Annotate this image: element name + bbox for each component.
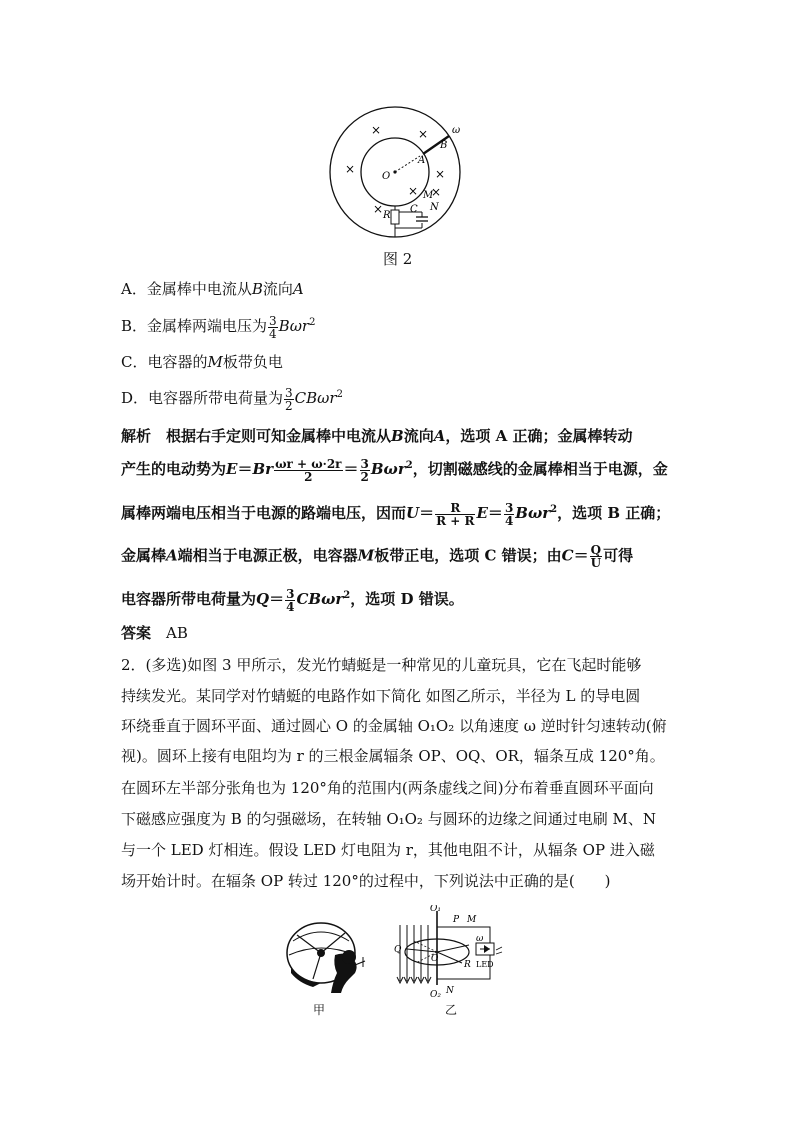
figure-2-diagram: [325, 100, 470, 245]
label-A: A: [418, 155, 426, 166]
question2-line-8: 场开始计时。在辐条 OP 转过 120°的过程中，下列说法中正确的是( ): [121, 872, 611, 890]
option-b: B．金属棒两端电压为 $\frac{3}{4}$ Bωr$^2$: [121, 313, 316, 341]
analysis-line-4: 金属棒A端相当于电源正极，电容器M板带正电，选项 C 错误；由C＝ $\frac{Q}{U}$ 可得: [121, 543, 634, 570]
option-d: D．电容器所带电荷量为 $\frac{3}{2}$ CBωr$^2$: [121, 385, 343, 413]
label-R: R: [383, 210, 391, 221]
option-c: C．电容器的M板带负电: [121, 353, 283, 371]
label-N: N: [446, 986, 454, 996]
label-O: O: [431, 954, 439, 964]
label-M: M: [423, 190, 434, 201]
question2-line-1: 2．(多选)如图 3 甲所示，发光竹蜻蜓是一种常见的儿童玩具，它在飞起时能够: [121, 656, 642, 674]
analysis-line-3: 属棒两端电压相当于电源的路端电压，因而U＝ $\frac{R}{R + R}$ E＝ $\frac{3}{4}$ Bωr$^2$，选项 B 正确；: [121, 500, 671, 528]
cross-mark: ×: [431, 185, 442, 199]
analysis-line-2: 产生的电动势为E＝Br $\frac{\omega r + \omega\cdot 2r}{2}$ ＝ $\frac{3}{2}$ Bωr$^2$，切割磁感线的金属棒相当于电源，金: [121, 456, 668, 484]
label-B: B: [440, 140, 448, 151]
figure-3a-toy-illustration: [283, 913, 373, 998]
cross-mark: ×: [408, 184, 419, 198]
cross-mark: ×: [435, 167, 446, 181]
option-a: A．金属棒中电流从B流向A: [121, 280, 304, 298]
question2-line-7: 与一个 LED 灯相连。假设 LED 灯电阻为 r，其他电阻不计，从辐条 OP 进入磁: [121, 841, 655, 859]
label-LED: LED: [476, 960, 494, 969]
label-P: P: [453, 915, 460, 925]
cross-mark: ×: [418, 127, 429, 141]
question2-line-2: 持续发光。某同学对竹蜻蜓的电路作如下简化 如图乙所示，半径为 L 的导电圆: [121, 687, 641, 705]
label-M: M: [467, 915, 477, 925]
figure-3b-caption: 乙: [445, 1003, 458, 1017]
label-C: C: [410, 204, 418, 215]
label-O: O: [382, 171, 391, 182]
figure-3a-caption: 甲: [313, 1003, 326, 1017]
label-omega: ω: [476, 934, 484, 944]
question2-line-6: 下磁感应强度为 B 的匀强磁场，在转轴 O₁O₂ 与圆环的边缘之间通过电刷 M、N: [121, 810, 656, 828]
label-R: R: [464, 960, 471, 970]
question2-line-3: 环绕垂直于圆环平面、通过圆心 O 的金属轴 O₁O₂ 以角速度 ω 逆时针匀速转动(俯: [121, 717, 667, 735]
question2-line-4: 视)。圆环上接有电阻均为 r 的三根金属辐条 OP、OQ、OR，辐条互成 120°角。: [121, 747, 665, 765]
cross-mark: ×: [373, 202, 384, 216]
label-O2: O₂: [430, 990, 441, 1000]
label-O1: O₁: [430, 905, 441, 914]
cross-mark: ×: [345, 162, 356, 176]
analysis-line-5: 电容器所带电荷量为Q＝ $\frac{3}{4}$ CBωr$^2$，选项 D 错误。: [121, 586, 464, 614]
label-omega: ω: [452, 125, 461, 136]
label-Q: Q: [394, 945, 402, 955]
answer-line: 答案 AB: [121, 624, 188, 642]
figure-2-caption: 图 2: [383, 250, 413, 268]
figure-3b-circuit-diagram: [392, 905, 517, 1000]
cross-mark: ×: [371, 123, 382, 137]
label-N: N: [430, 202, 439, 213]
question2-line-5: 在圆环左半部分张角也为 120°角的范围内(两条虚线之间)分布着垂直圆环平面向: [121, 779, 654, 797]
analysis-line-1: 解析 根据右手定则可知金属棒中电流从B流向A，选项 A 正确；金属棒转动: [121, 427, 633, 445]
